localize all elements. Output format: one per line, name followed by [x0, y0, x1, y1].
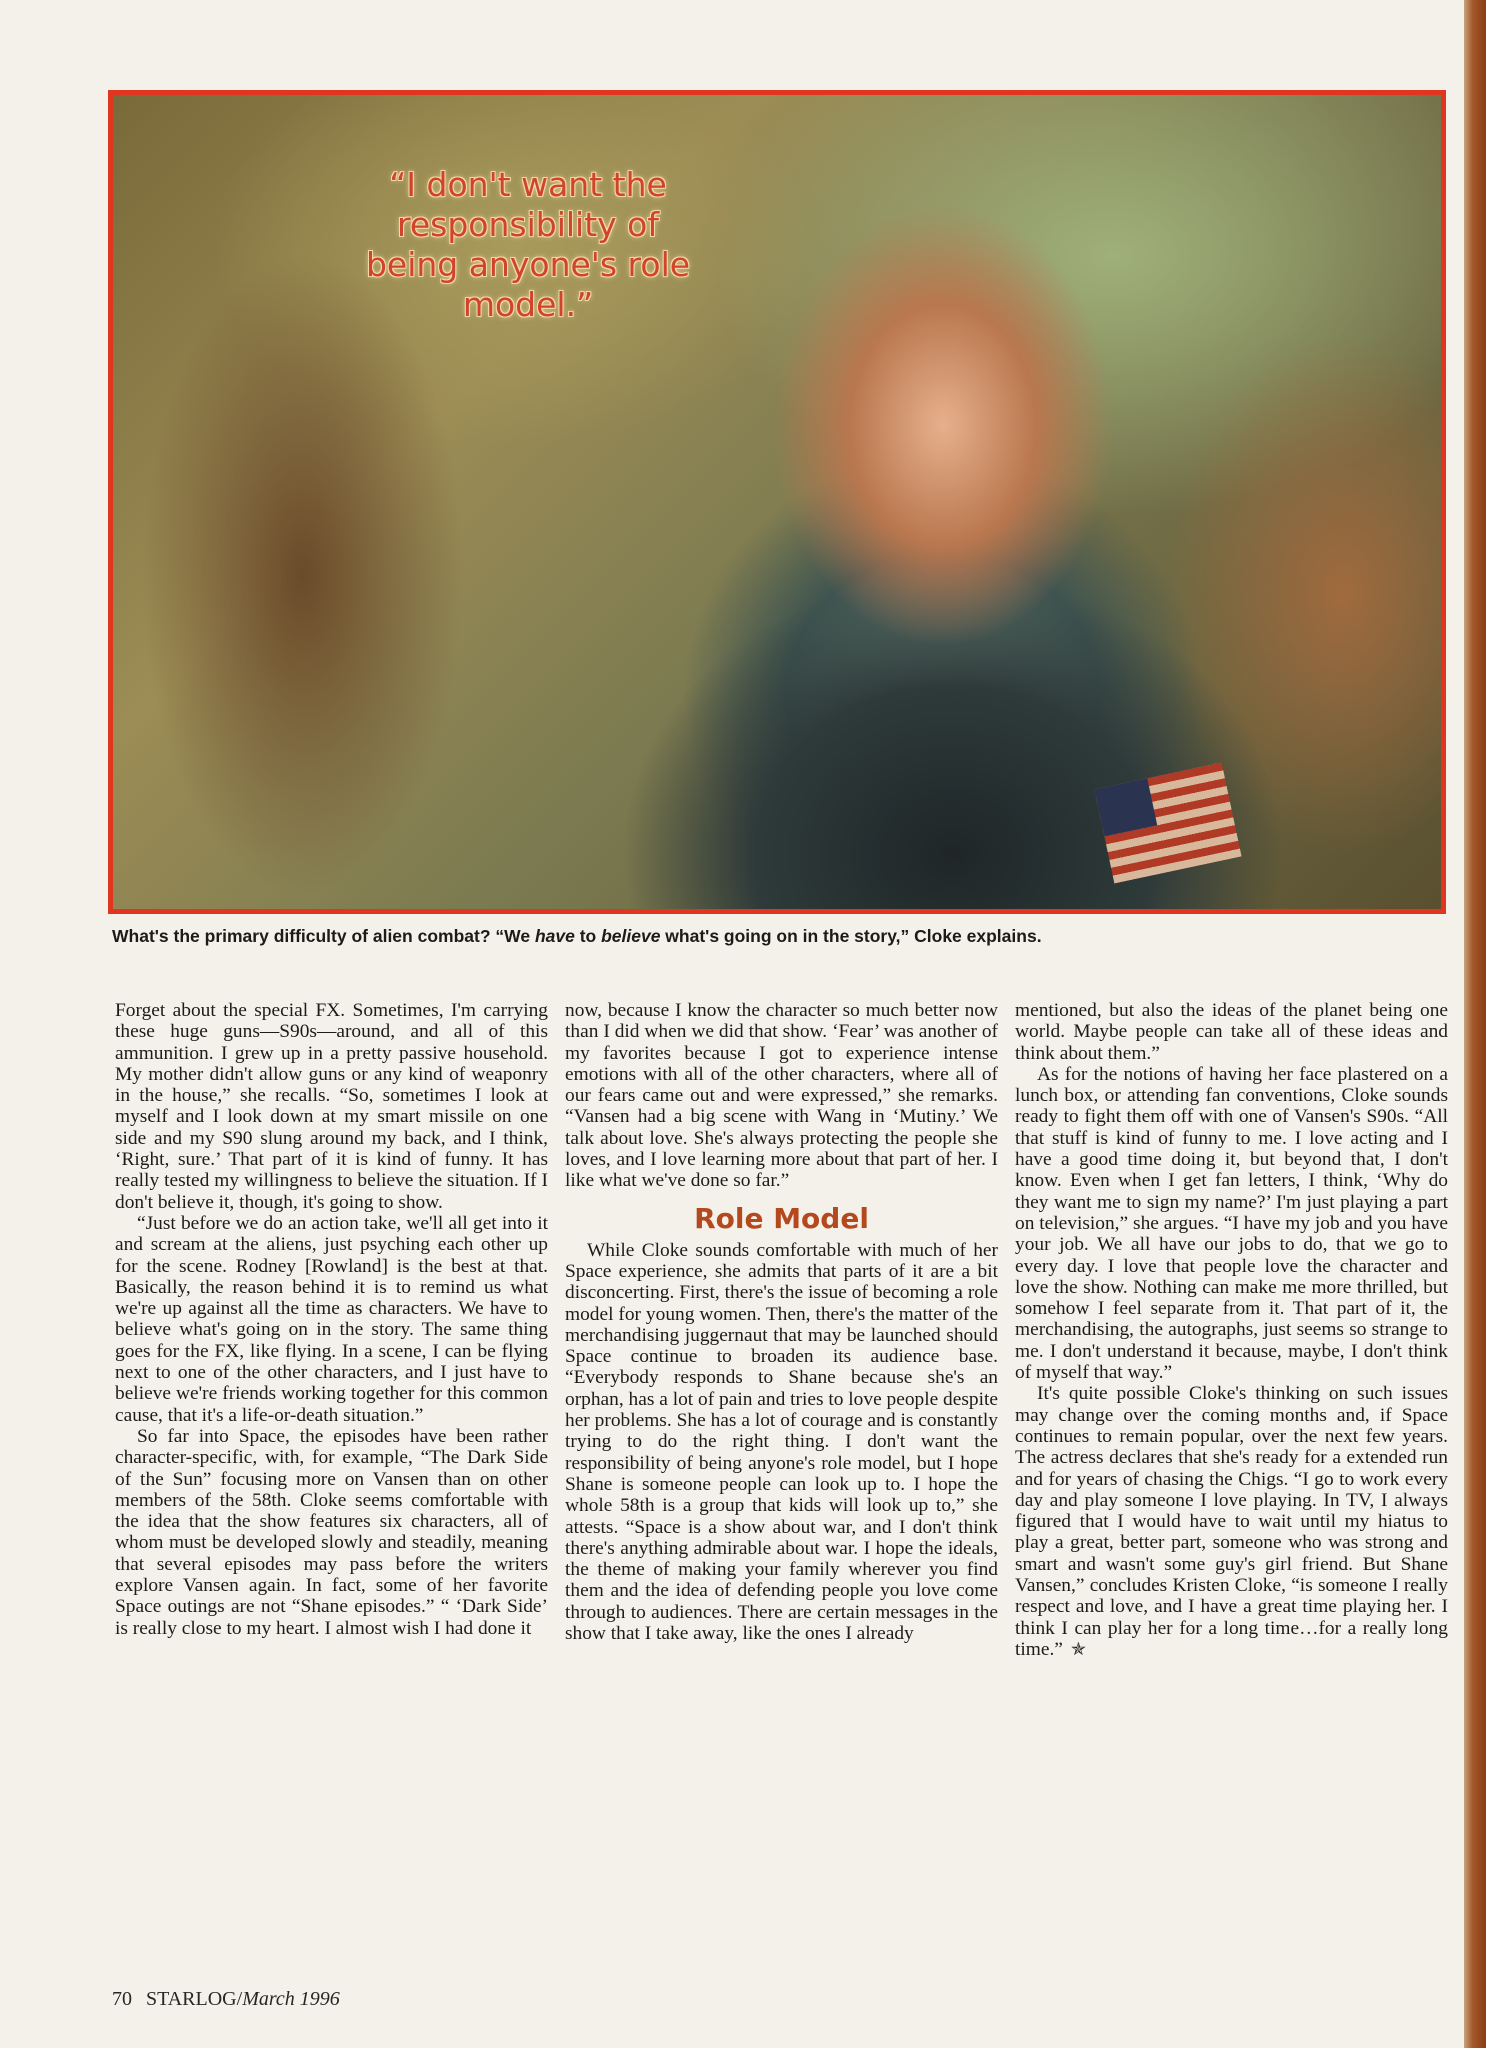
caption-part-2: to	[574, 926, 602, 946]
page-edge	[1464, 0, 1486, 2048]
paragraph: So far into Space, the episodes have been rather character-specific, with, for example, “The Dark Side of the Sun” focusing more on Vansen than on other members of the 58th. Cloke seems comfortable with the idea that the show features six characters, all of whom must be developed slowly and steadily, meaning that several episodes may pass before the writers explore Vansen again. In fact, some of her favorite Space outings are not “Shane episodes.” “ ‘Dark Side’ is really close to my heart. I almost wish I had done it	[115, 1425, 548, 1639]
issue-date: March 1996	[242, 1988, 340, 2010]
article-column-1	[115, 1000, 548, 1960]
closing-paragraph-text: It's quite possible Cloke's thinking on such issues may change over the coming months and, if Space continues to remain popular, over the next few years. The actress declares that she's ready for a extended run and for years of chasing the Chigs. “I go to work every day and play someone I love playing. In TV, I always figured that I would have to wait until my hiatus to play a great, better part, someone who was strong and smart and wasn't some guy's girl friend. But Shane Vansen,” concludes Kristen Cloke, “is someone I really respect and love, and I have a great time playing her. I think I can play her for a long time…for a really long time.”	[1015, 1383, 1448, 1660]
page-folio	[112, 1988, 340, 2011]
magazine-name: STARLOG/	[146, 1988, 243, 2010]
paragraph: “Just before we do an action take, we'll all get into it and scream at the aliens, just psyching each other up for the scene. Rodney [Rowland] is the best at that. Basically, the reason behind it is to remind us what we're up against all the time as characters. We have to believe what's going on in the story. The same thing goes for the FX, like flying. In a scene, I can be flying next to one of the other characters, and I just have to believe we're friends working together for this common cause, that it's a life-or-death situation.”	[115, 1212, 548, 1426]
section-subhead: Role Model	[694, 1201, 869, 1235]
article-column-2	[565, 1000, 998, 1960]
paragraph: Forget about the special FX. Sometimes, I'm carrying these huge guns—S90s—around, and all of this ammunition. I grew up in a pretty passive household. My mother didn't allow guns or any kind of weaponry in the house,” she recalls. “So, sometimes I look at myself and I look down at my smart missile on one side and my S90 slung around my back, and I think, ‘Right, sure.’ That part of it is kind of funny. It has really tested my willingness to believe the situation. If I don't believe it, though, it's going to show.	[115, 1000, 548, 1213]
caption-emphasis-believe: believe	[601, 926, 661, 946]
paragraph	[1015, 1383, 1448, 1660]
paragraph: As for the notions of having her face plastered on a lunch box, or attending fan conventions, Cloke sounds ready to fight them off with one of Vansen's S90s. “All that stuff is kind of funny to me. I love acting and I have a good time doing it, but beyond that, I don't know. Even when I get fan letters, I think, ‘Why do they want me to sign my name?’ I'm just playing a part on television,” she argues. “I have my job and you have your job. We all have our jobs to do, that we go to every day. I love that people love the character and love the show. Nothing can make me more thrilled, but somehow I feel separate from it. That part of it, the merchandising, the autographs, just seems so strange to me. I don't understand it because, maybe, I don't think of myself that way.”	[1015, 1063, 1448, 1384]
flag-patch	[1094, 763, 1241, 884]
article-photo	[108, 90, 1446, 914]
caption-part-3: what's going on in the story,” Cloke explains.	[660, 926, 1042, 946]
page-number: 70	[112, 1988, 132, 2010]
caption-emphasis-have: have	[534, 926, 575, 946]
paragraph: mentioned, but also the ideas of the planet being one world. Maybe people can take all of these ideas and think about them.”	[1015, 1000, 1448, 1064]
photo-caption	[112, 926, 1432, 947]
paragraph: now, because I know the character so much better now than I did when we did that show. ‘Fear’ was another of my favorites because I got to experience intense emotions with all of the other characters, where all of our fears came out and were expressed,” she remarks. “Vansen had a big scene with Wang in ‘Mutiny.’ We talk about love. She's always protecting the people she loves, and I love learning more about that part of her. I like what we've done so far.”	[565, 1000, 998, 1192]
caption-part-1: What's the primary difficulty of alien combat? “We	[112, 926, 535, 946]
article-column-3	[1015, 1000, 1448, 1960]
pull-quote: “I don't want the responsibility of being anyone's role model.”	[365, 165, 691, 324]
end-mark-star-icon: ✯	[1070, 1638, 1087, 1659]
paragraph: While Cloke sounds comfortable with much of her Space experience, she admits that parts of it are a bit disconcerting. First, there's the issue of becoming a role model for young women. Then, there's the matter of the merchandising juggernaut that may be launched should Space continue to broaden its audience base. “Everybody responds to Shane because she's an orphan, has a lot of pain and tries to love people despite her problems. She has a lot of courage and is constantly trying to do the right thing. I don't want the responsibility of being anyone's role model, but I hope Shane is someone people can look up to. I hope the whole 58th is a group that kids will look up to,” she attests. “Space is a show about war, and I don't think there's anything admirable about war. I hope the ideals, the theme of making your family wherever you find them and the idea of defending people you love come through to audiences. There are certain messages in the show that I take away, like the ones I already	[565, 1239, 998, 1645]
